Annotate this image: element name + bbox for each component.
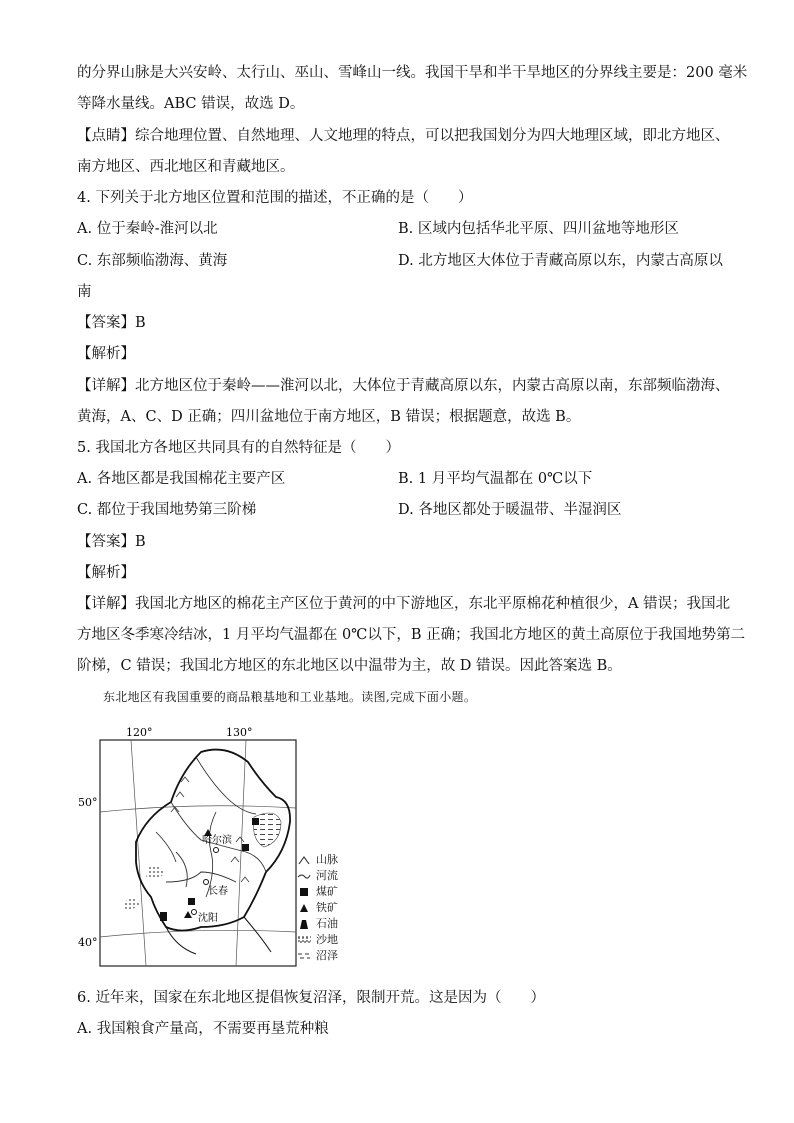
map-legend xyxy=(297,852,338,964)
q5-stem: 5. 我国北方各地区共同具有的自然特征是（ ） xyxy=(77,440,400,456)
q4-option-d: D. 北方地区大体位于青藏高原以东，内蒙古高原以 xyxy=(398,253,723,269)
prev-explanation-line-2: 等降水量线。ABC 错误，故选 D。 xyxy=(77,96,305,112)
lon-label-120: 120° xyxy=(126,726,153,739)
legend-item-swamp xyxy=(297,948,338,964)
q4-analysis-label: 【解析】 xyxy=(77,346,135,362)
lon-label-130: 130° xyxy=(226,726,253,739)
tip-line-2: 南方地区、西北地区和青藏地区。 xyxy=(77,159,295,175)
q4-option-b: B. 区域内包括华北平原、四川盆地等地形区 xyxy=(398,221,679,237)
legend-item-oil xyxy=(297,916,338,932)
legend-label: 石油 xyxy=(316,917,338,930)
city-label-shenyang: 沈阳 xyxy=(198,913,218,924)
q4-detail-line-2: 黄海，A、C、D 正确；四川盆地位于南方地区，B 错误；根据题意，故选 B。 xyxy=(77,409,581,425)
sand-icon xyxy=(297,934,311,946)
q4-option-a: A. 位于秦岭-淮河以北 xyxy=(77,221,218,237)
q5-option-d: D. 各地区都处于暖温带、半湿润区 xyxy=(398,502,622,518)
lat-label-40: 40° xyxy=(78,936,98,949)
iron-icon xyxy=(297,902,311,914)
map-caption: 东北地区有我国重要的商品粮基地和工业基地。读图,完成下面小题。 xyxy=(103,690,477,704)
q4-option-c: C. 东部频临渤海、黄海 xyxy=(77,253,228,269)
legend-item-iron xyxy=(297,900,338,916)
legend-item-river xyxy=(297,868,338,884)
oil-icon xyxy=(297,918,311,930)
tip-line-1: 【点睛】综合地理位置、自然地理、人文地理的特点，可以把我国划分为四大地理区域，即北方地区、 xyxy=(77,128,730,144)
q6-option-a: A. 我国粮食产量高，不需要再垦荒种粮 xyxy=(77,1021,329,1037)
mountain-icon xyxy=(297,854,311,866)
legend-label: 沙地 xyxy=(316,933,338,946)
lat-label-50: 50° xyxy=(78,796,98,809)
coal-icon xyxy=(297,886,311,898)
river-icon xyxy=(297,870,311,882)
q5-detail-line-2: 方地区冬季寒冷结冰，1 月平均气温都在 0℃以下，B 正确；我国北方地区的黄土高原位于我国地势第二 xyxy=(77,627,746,643)
legend-item-mountain xyxy=(297,852,338,868)
q5-option-a: A. 各地区都是我国棉花主要产区 xyxy=(77,471,286,487)
legend-label: 河流 xyxy=(316,869,338,882)
legend-label: 沼泽 xyxy=(316,949,338,962)
legend-item-sand xyxy=(297,932,338,948)
q6-stem: 6. 近年来，国家在东北地区提倡恢复沼泽，限制开荒。这是因为（ ） xyxy=(77,990,545,1006)
city-label-changchun: 长春 xyxy=(208,886,228,897)
q5-analysis-label: 【解析】 xyxy=(77,565,135,581)
q5-answer: 【答案】B xyxy=(77,534,146,550)
q5-detail-line-1: 【详解】我国北方地区的棉花主产区位于黄河的中下游地区，东北平原棉花种植很少，A 错误；我国北 xyxy=(77,596,731,612)
legend-label: 煤矿 xyxy=(316,885,338,898)
prev-explanation-line-1: 的分界山脉是大兴安岭、太行山、巫山、雪峰山一线。我国干旱和半干旱地区的分界线主要是：200 毫米 xyxy=(77,65,748,81)
q4-answer: 【答案】B xyxy=(77,315,146,331)
legend-item-coal xyxy=(297,884,338,900)
q4-detail-line-1: 【详解】北方地区位于秦岭——淮河以北，大体位于青藏高原以东，内蒙古高原以南，东部频临渤海、 xyxy=(77,378,730,394)
q4-stem: 4. 下列关于北方地区位置和范围的描述，不正确的是（ ） xyxy=(77,190,473,206)
city-label-harbin: 哈尔滨 xyxy=(202,835,232,846)
q5-option-c: C. 都位于我国地势第三阶梯 xyxy=(77,502,257,518)
q5-detail-line-3: 阶梯，C 错误；我国北方地区的东北地区以中温带为主，故 D 错误。因此答案选 B。 xyxy=(77,658,622,674)
q5-option-b: B. 1 月平均气温都在 0℃以下 xyxy=(398,471,593,487)
swamp-icon xyxy=(297,950,311,962)
legend-label: 山脉 xyxy=(316,853,338,866)
legend-label: 铁矿 xyxy=(316,901,338,914)
q4-option-d-cont: 南 xyxy=(77,284,92,300)
